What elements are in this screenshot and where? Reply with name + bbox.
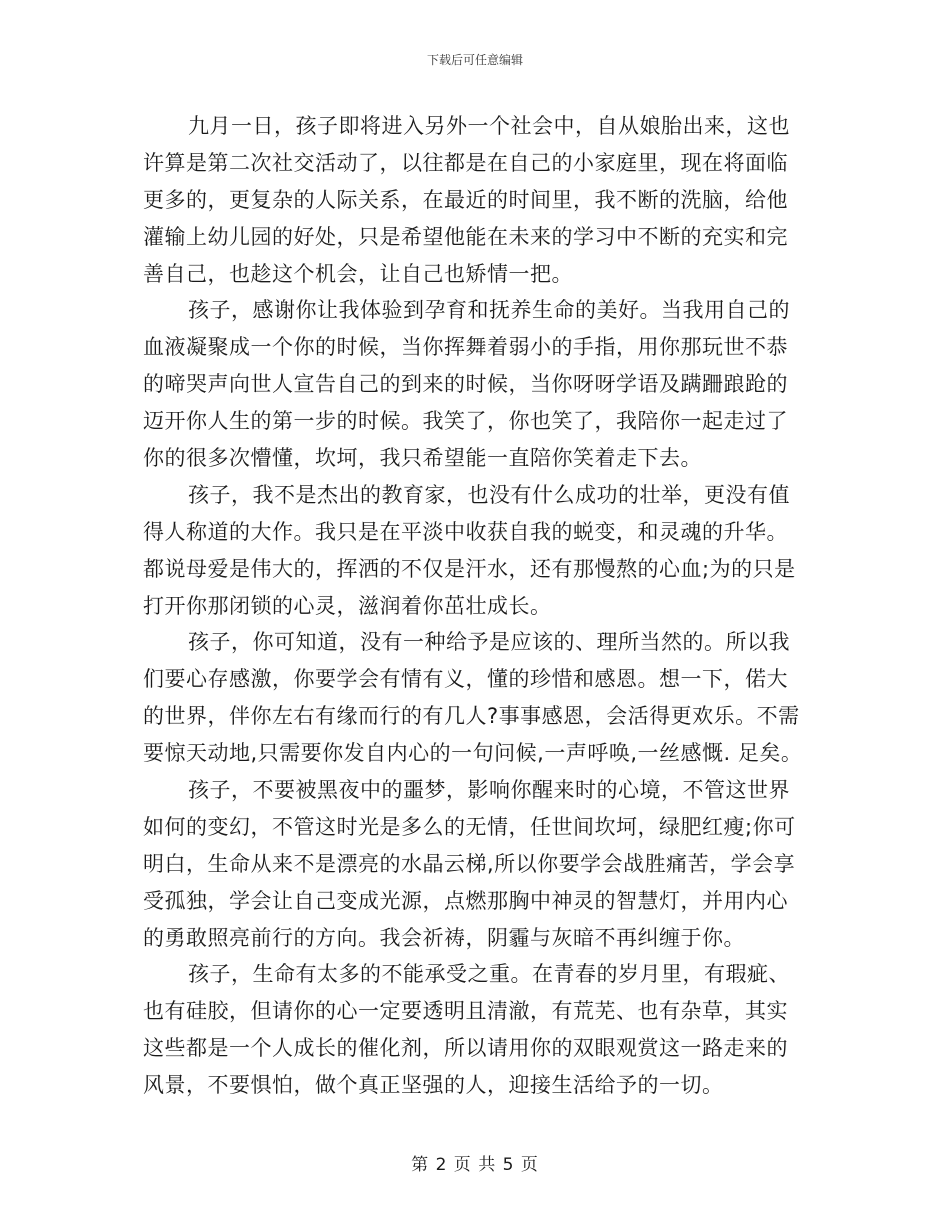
text-line: 受孤独，学会让自己变成光源，点燃那胸中神灵的智慧灯，并用内心 [143, 888, 788, 913]
text-line: 孩子，生命有太多的不能承受之重。在青春的岁月里，有瑕疵、 [188, 962, 790, 987]
text-line: 九月一日，孩子即将进入另外一个社会中，自从娘胎出来，这也 [188, 114, 790, 138]
text-line: 许算是第二次社交活动了，以往都是在自己的小家庭里，现在将面临 [143, 150, 788, 175]
text-line: 孩子，我不是杰出的教育家，也没有什么成功的壮举，更没有值 [188, 482, 790, 507]
text-line: 风景，不要惧怕，做个真正坚强的人，迎接生活给予的一切。 [143, 1073, 724, 1098]
page-header: 下载后可任意编辑 [426, 53, 523, 67]
text-line: 孩子，感谢你让我体验到孕育和抚养生命的美好。当我用自己的 [188, 298, 790, 323]
text-line: 更多的，更复杂的人际关系，在最近的时间里，我不断的洗脑，给他 [143, 187, 788, 212]
text-line: 得人称道的大作。我只是在平淡中收获自我的蜕变，和灵魂的升华。 [143, 519, 788, 544]
text-line: 打开你那闭锁的心灵，滋润着你茁壮成长。 [143, 593, 552, 618]
text-line: 孩子，你可知道，没有一种给予是应该的、理所当然的。所以我 [188, 630, 790, 655]
text-line: 血液凝聚成一个你的时候，当你挥舞着弱小的手指，用你那玩世不恭 [143, 335, 788, 360]
text-line: 这些都是一个人成长的催化剂，所以请用你的双眼观赏这一路走来的 [143, 1036, 788, 1061]
text-line: 也有硅胶，但请你的心一定要透明且清澈，有荒芜、也有杂草，其实 [143, 999, 788, 1024]
text-line: 们要心存感激，你要学会有情有义，懂的珍惜和感恩。想一下，偌大 [143, 667, 788, 692]
text-line: 灌输上幼儿园的好处，只是希望他能在未来的学习中不断的充实和完 [143, 224, 788, 249]
text-line: 的啼哭声向世人宣告自己的到来的时候，当你呀呀学语及蹒跚踉跄的 [143, 372, 788, 397]
page-number-footer: 第 2 页 共 5 页 [411, 1155, 539, 1175]
text-line: 要惊天动地,只需要你发自内心的一句问候,一声呼唤,一丝感慨. 足矣。 [143, 741, 803, 766]
text-line: 善自己，也趁这个机会，让自己也矫情一把。 [143, 261, 573, 286]
document-body [143, 108, 815, 1104]
text-line: 的勇敢照亮前行的方向。我会祈祷，阴霾与灰暗不再纠缠于你。 [143, 925, 745, 950]
text-line: 明白，生命从来不是漂亮的水晶云梯,所以你要学会战胜痛苦，学会享 [143, 851, 796, 876]
text-line: 都说母爱是伟大的，挥洒的不仅是汗水，还有那慢熬的心血;为的只是 [143, 556, 796, 581]
text-line: 如何的变幻，不管这时光是多么的无情，任世间坎坷，绿肥红瘦;你可 [143, 814, 796, 839]
text-line: 你的很多次懵懂，坎坷，我只希望能一直陪你笑着走下去。 [143, 446, 702, 471]
text-line: 迈开你人生的第一步的时候。我笑了，你也笑了，我陪你一起走过了 [143, 409, 788, 434]
text-line: 孩子，不要被黑夜中的噩梦，影响你醒来时的心境，不管这世界 [188, 778, 790, 803]
text-line: 的世界，伴你左右有缘而行的有几人?事事感恩，会活得更欢乐。不需 [143, 704, 800, 729]
